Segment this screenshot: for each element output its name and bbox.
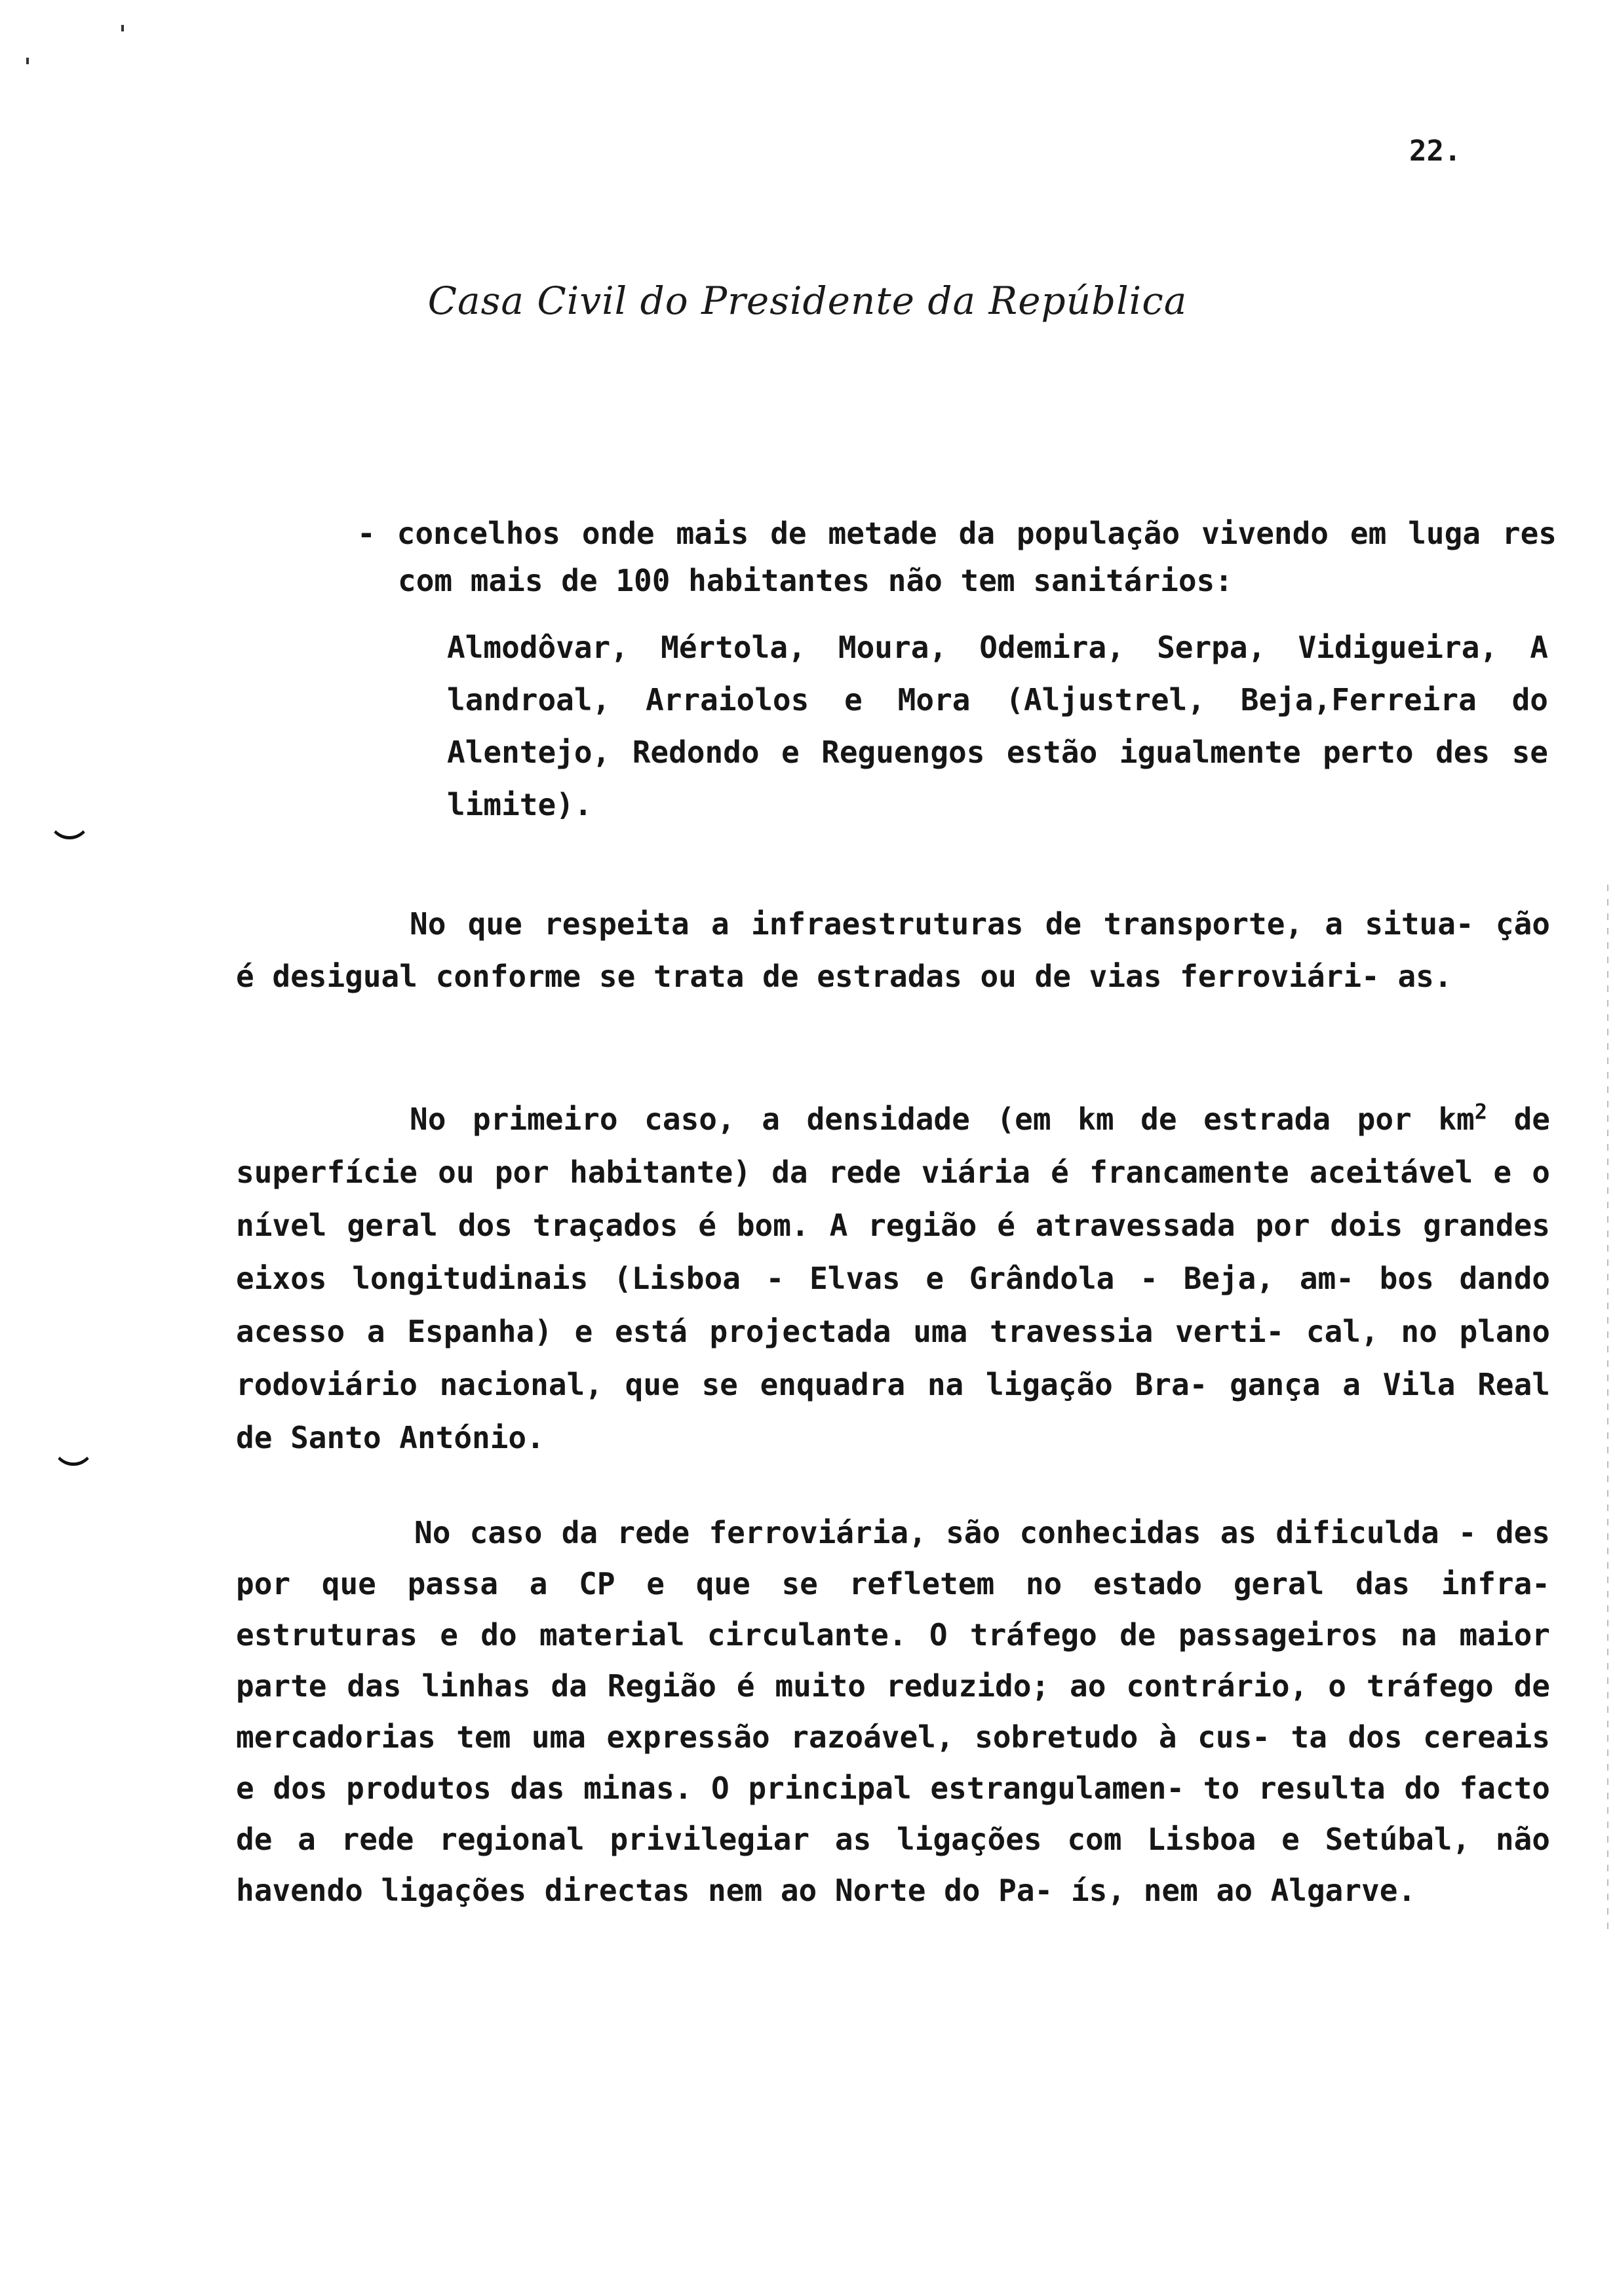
scan-speck (121, 25, 124, 31)
binding-hole-mark (49, 813, 90, 839)
bullet-marker: - (357, 516, 376, 551)
paragraph-roads-start: No primeiro caso, a densidade (em km de estrada por km (410, 1101, 1475, 1137)
bullet-item (357, 510, 1557, 604)
page-number: 22. (1409, 134, 1462, 168)
paragraph-transport: No que respeita a infraestruturas de transporte, a situa- ção é desigual conforme se trata de estradas ou de vias ferroviári- as. (236, 906, 1550, 994)
bullet-text: concelhos onde mais de metade da população vivendo em luga res com mais de 100 habitantes não tem sanitários: (397, 516, 1557, 598)
page-edge-line (1607, 885, 1608, 1933)
paragraph-roads (236, 1093, 1550, 1464)
scan-speck (26, 58, 29, 64)
town-list: Almodôvar, Mértola, Moura, Odemira, Serpa, Vidigueira, A landroal, Arraiolos e Mora (Aljustrel, Beja,Ferreira do Alentejo, Redondo e Reguengos estão igualmente perto des se limite). (447, 630, 1548, 822)
superscript-two: 2 (1474, 1099, 1487, 1124)
binding-hole-mark (52, 1439, 94, 1466)
paragraph-railways: No caso da rede ferroviária, são conhecidas as dificulda - des por que passa a CP e que se refletem no estado geral das infra- estruturas e do material circulante. O tráfego de passageiros na maior parte das linhas da Região é muito reduzido; ao contrário, o tráfego de mercadorias tem uma expressão razoável, sobretudo à cus- ta dos cereais e dos produtos das minas. O principal estrangulamen- to resulta do facto de a rede regional privilegiar as ligações com Lisboa e Setúbal, não havendo ligações directas nem ao Norte do Pa- ís, nem ao Algarve. (236, 1515, 1550, 1908)
letterhead-title: Casa Civil do Presidente da República (427, 278, 1188, 323)
paragraph-roads-rest: de superfície ou por habitante) da rede viária é francamente aceitável e o nível geral dos traçados é bom. A região é atravessada por dois grandes eixos longitudinais (Lisboa - Elvas e Grândola - Beja, am- bos dando acesso a Espanha) e está projectada uma travessia verti- cal, no plano rodoviário nacional, que se enquadra na ligação Bra- gança a Vila Real de Santo António. (236, 1101, 1550, 1455)
